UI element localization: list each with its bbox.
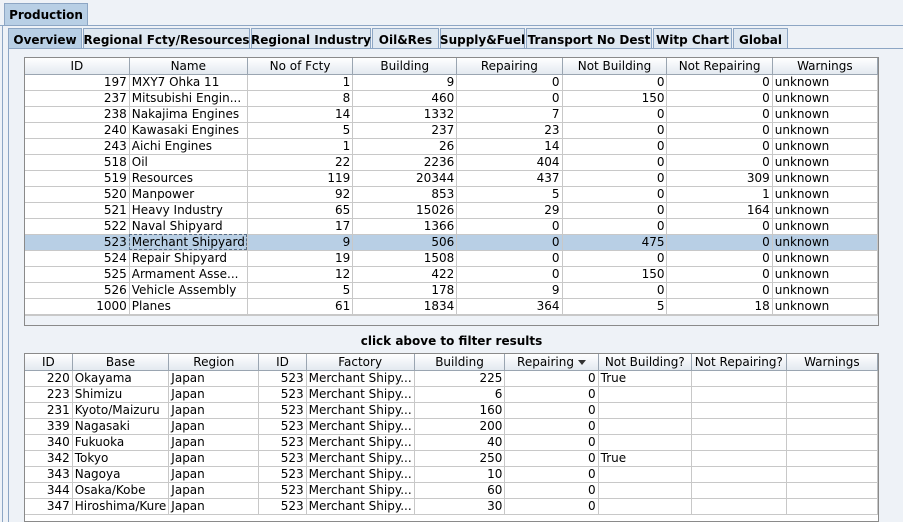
cell-name[interactable]: Merchant Shipyard [129, 234, 247, 250]
cell-no-of-fcty[interactable]: 22 [247, 154, 352, 170]
cell-not-repairing[interactable] [691, 498, 786, 514]
top-tab-bar [0, 0, 903, 26]
cell-region[interactable]: Japan [169, 466, 259, 482]
tab-transport-no-dest[interactable]: Transport No Dest [526, 28, 652, 50]
cell-not-building[interactable]: True [598, 370, 691, 386]
tab-oil-res[interactable]: Oil&Res [372, 28, 439, 50]
column-header-id[interactable] [259, 354, 306, 370]
cell-warnings[interactable] [786, 370, 877, 386]
cell-building[interactable]: 160 [414, 402, 505, 418]
cell-region[interactable]: Japan [169, 418, 259, 434]
table-row[interactable] [25, 482, 878, 498]
column-header-base[interactable] [72, 354, 169, 370]
cell-warnings[interactable]: unknown [772, 138, 877, 154]
cell-no-of-fcty[interactable]: 8 [247, 90, 352, 106]
table-row[interactable] [25, 186, 878, 202]
overview-table-scroll-area[interactable] [25, 315, 878, 325]
column-header-factory[interactable] [306, 354, 414, 370]
detail-table [24, 353, 879, 522]
cell-not-repairing[interactable] [691, 466, 786, 482]
cell-id[interactable]: 344 [25, 482, 72, 498]
cell-warnings[interactable]: unknown [772, 90, 877, 106]
cell-factory[interactable]: Merchant Shipy... [306, 386, 414, 402]
cell-building[interactable]: 237 [353, 122, 457, 138]
cell-building[interactable]: 506 [353, 234, 457, 250]
cell-building[interactable]: 20344 [353, 170, 457, 186]
column-header-label: Region [193, 354, 235, 369]
column-header-label: Not Building? [604, 354, 685, 369]
cell-repairing[interactable]: 404 [457, 154, 562, 170]
cell-id[interactable]: 523 [259, 370, 306, 386]
cell-not-building[interactable] [598, 466, 691, 482]
column-header-not-repairing[interactable]: Not Repairing [667, 58, 772, 74]
cell-not-building[interactable]: 0 [562, 202, 667, 218]
cell-no-of-fcty[interactable]: 119 [247, 170, 352, 186]
column-header-label: Warnings [804, 354, 860, 369]
cell-building[interactable]: 9 [353, 74, 457, 90]
cell-not-building[interactable]: 0 [562, 218, 667, 234]
cell-not-repairing[interactable]: 0 [667, 234, 772, 250]
column-header-building[interactable]: Building [353, 58, 457, 74]
cell-id[interactable]: 524 [25, 250, 129, 266]
cell-repairing[interactable]: 0 [457, 250, 562, 266]
cell-repairing[interactable]: 0 [505, 402, 598, 418]
cell-name[interactable]: Repair Shipyard [129, 250, 247, 266]
cell-factory[interactable]: Merchant Shipy... [306, 466, 414, 482]
table-row[interactable] [25, 106, 878, 122]
cell-building[interactable]: 225 [414, 370, 505, 386]
table-row[interactable] [25, 250, 878, 266]
column-header-name[interactable]: Name [129, 58, 247, 74]
table-row[interactable] [25, 498, 878, 514]
cell-building[interactable]: 10 [414, 466, 505, 482]
column-header-label: ID [41, 354, 55, 369]
cell-not-building[interactable] [598, 418, 691, 434]
column-header-building[interactable] [414, 354, 505, 370]
cell-not-building[interactable]: 0 [562, 74, 667, 90]
cell-id[interactable]: 1000 [25, 298, 129, 314]
cell-not-repairing[interactable]: 0 [667, 282, 772, 298]
cell-building[interactable]: 40 [414, 434, 505, 450]
column-header-label: Not Repairing? [694, 354, 783, 369]
table-row[interactable] [25, 450, 878, 466]
cell-not-building[interactable] [598, 386, 691, 402]
cell-name[interactable]: Heavy Industry [129, 202, 247, 218]
column-header-warnings[interactable]: Warnings [772, 58, 877, 74]
cell-warnings[interactable] [786, 386, 877, 402]
table-row[interactable] [25, 154, 878, 170]
cell-base[interactable]: Shimizu [72, 386, 169, 402]
cell-warnings[interactable]: unknown [772, 186, 877, 202]
cell-not-building[interactable]: 0 [562, 154, 667, 170]
cell-not-repairing[interactable] [691, 386, 786, 402]
cell-id[interactable]: 523 [259, 450, 306, 466]
table-row[interactable] [25, 298, 878, 314]
cell-repairing[interactable]: 0 [505, 498, 598, 514]
cell-id[interactable]: 520 [25, 186, 129, 202]
table-row[interactable] [25, 418, 878, 434]
cell-not-repairing[interactable]: 0 [667, 218, 772, 234]
cell-building[interactable]: 60 [414, 482, 505, 498]
cell-id[interactable]: 347 [25, 498, 72, 514]
cell-building[interactable]: 2236 [353, 154, 457, 170]
cell-not-building[interactable] [598, 402, 691, 418]
cell-not-repairing[interactable]: 18 [667, 298, 772, 314]
sort-descending-icon [578, 360, 586, 365]
cell-base[interactable]: Kyoto/Maizuru [72, 402, 169, 418]
table-row[interactable] [25, 218, 878, 234]
cell-id[interactable]: 522 [25, 218, 129, 234]
cell-warnings[interactable]: unknown [772, 170, 877, 186]
tab-regional-industry[interactable]: Regional Industry [251, 28, 371, 50]
cell-building[interactable]: 422 [353, 266, 457, 282]
cell-no-of-fcty[interactable]: 1 [247, 74, 352, 90]
cell-building[interactable]: 178 [353, 282, 457, 298]
cell-repairing[interactable]: 0 [505, 482, 598, 498]
column-header-label: Factory [338, 354, 383, 369]
cell-repairing[interactable]: 0 [505, 450, 598, 466]
cell-factory[interactable]: Merchant Shipy... [306, 418, 414, 434]
cell-warnings[interactable]: unknown [772, 298, 877, 314]
cell-not-building[interactable]: 0 [562, 250, 667, 266]
cell-warnings[interactable]: unknown [772, 266, 877, 282]
column-header-id[interactable]: ID [25, 58, 129, 74]
cell-repairing[interactable]: 14 [457, 138, 562, 154]
tab-witp-chart[interactable]: Witp Chart [653, 28, 732, 50]
cell-no-of-fcty[interactable]: 65 [247, 202, 352, 218]
cell-not-repairing[interactable]: 0 [667, 250, 772, 266]
cell-building[interactable]: 1366 [353, 218, 457, 234]
table-row[interactable] [25, 282, 878, 298]
cell-id[interactable]: 523 [25, 234, 129, 250]
cell-id[interactable]: 518 [25, 154, 129, 170]
cell-not-repairing[interactable]: 0 [667, 122, 772, 138]
cell-not-building[interactable]: 0 [562, 122, 667, 138]
cell-id[interactable]: 525 [25, 266, 129, 282]
cell-not-repairing[interactable]: 0 [667, 74, 772, 90]
table-row[interactable] [25, 122, 878, 138]
tab-regional-fcty-resources[interactable]: Regional Fcty/Resources [83, 28, 250, 50]
overview-table [24, 57, 879, 326]
cell-not-building[interactable]: 150 [562, 266, 667, 282]
cell-warnings[interactable] [786, 466, 877, 482]
tab-overview[interactable]: Overview [8, 28, 82, 51]
cell-repairing[interactable]: 23 [457, 122, 562, 138]
cell-building[interactable]: 853 [353, 186, 457, 202]
cell-id[interactable]: 523 [259, 434, 306, 450]
cell-id[interactable]: 523 [259, 482, 306, 498]
cell-factory[interactable]: Merchant Shipy... [306, 450, 414, 466]
cell-name[interactable]: Vehicle Assembly [129, 282, 247, 298]
cell-building[interactable]: 1332 [353, 106, 457, 122]
cell-factory[interactable]: Merchant Shipy... [306, 370, 414, 386]
cell-region[interactable]: Japan [169, 498, 259, 514]
cell-warnings[interactable] [786, 498, 877, 514]
cell-warnings[interactable]: unknown [772, 154, 877, 170]
cell-id[interactable]: 240 [25, 122, 129, 138]
cell-not-repairing[interactable] [691, 482, 786, 498]
overview-grid [25, 58, 878, 315]
column-header-label: ID [276, 354, 289, 369]
cell-not-repairing[interactable]: 0 [667, 138, 772, 154]
cell-factory[interactable]: Merchant Shipy... [306, 402, 414, 418]
cell-not-building[interactable]: True [598, 450, 691, 466]
cell-not-building[interactable]: 475 [562, 234, 667, 250]
table-row[interactable] [25, 138, 878, 154]
cell-not-building[interactable] [598, 482, 691, 498]
cell-not-repairing[interactable]: 0 [667, 90, 772, 106]
tab-supply-fuel[interactable]: Supply&Fuel [440, 28, 525, 50]
cell-base[interactable]: Fukuoka [72, 434, 169, 450]
column-header-repairing[interactable]: Repairing [457, 58, 562, 74]
cell-region[interactable]: Japan [169, 402, 259, 418]
cell-id[interactable]: 339 [25, 418, 72, 434]
cell-no-of-fcty[interactable]: 17 [247, 218, 352, 234]
cell-id[interactable]: 238 [25, 106, 129, 122]
cell-repairing[interactable]: 0 [505, 386, 598, 402]
cell-repairing[interactable]: 0 [505, 466, 598, 482]
cell-id[interactable]: 231 [25, 402, 72, 418]
cell-building[interactable]: 250 [414, 450, 505, 466]
cell-no-of-fcty[interactable]: 1 [247, 138, 352, 154]
cell-no-of-fcty[interactable]: 14 [247, 106, 352, 122]
cell-base[interactable]: Nagoya [72, 466, 169, 482]
column-header-no-of-fcty[interactable]: No of Fcty [247, 58, 352, 74]
cell-id[interactable]: 523 [259, 498, 306, 514]
cell-region[interactable]: Japan [169, 450, 259, 466]
cell-warnings[interactable]: unknown [772, 250, 877, 266]
cell-repairing[interactable]: 0 [457, 234, 562, 250]
cell-id[interactable]: 519 [25, 170, 129, 186]
cell-building[interactable]: 1508 [353, 250, 457, 266]
cell-warnings[interactable] [786, 450, 877, 466]
cell-warnings[interactable]: unknown [772, 202, 877, 218]
cell-not-repairing[interactable]: 309 [667, 170, 772, 186]
cell-id[interactable]: 523 [259, 466, 306, 482]
cell-no-of-fcty[interactable]: 19 [247, 250, 352, 266]
column-header-not-repairing[interactable] [691, 354, 786, 370]
cell-warnings[interactable] [786, 434, 877, 450]
table-row[interactable] [25, 170, 878, 186]
cell-region[interactable]: Japan [169, 386, 259, 402]
cell-building[interactable]: 6 [414, 386, 505, 402]
table-row[interactable] [25, 202, 878, 218]
cell-no-of-fcty[interactable]: 61 [247, 298, 352, 314]
cell-region[interactable]: Japan [169, 370, 259, 386]
cell-not-repairing[interactable] [691, 418, 786, 434]
table-row[interactable] [25, 90, 878, 106]
cell-warnings[interactable]: unknown [772, 122, 877, 138]
cell-repairing[interactable]: 0 [505, 434, 598, 450]
table-row[interactable] [25, 386, 878, 402]
cell-base[interactable]: Osaka/Kobe [72, 482, 169, 498]
cell-region[interactable]: Japan [169, 434, 259, 450]
cell-not-building[interactable]: 150 [562, 90, 667, 106]
column-header-label: Repairing [517, 354, 574, 369]
cell-name[interactable]: Resources [129, 170, 247, 186]
cell-not-repairing[interactable]: 1 [667, 186, 772, 202]
cell-building[interactable]: 15026 [353, 202, 457, 218]
cell-warnings[interactable]: unknown [772, 74, 877, 90]
cell-name[interactable]: Planes [129, 298, 247, 314]
cell-repairing[interactable]: 7 [457, 106, 562, 122]
cell-not-repairing[interactable] [691, 434, 786, 450]
cell-id[interactable]: 237 [25, 90, 129, 106]
cell-warnings[interactable] [786, 402, 877, 418]
table-row[interactable] [25, 402, 878, 418]
cell-name[interactable]: Nakajima Engines [129, 106, 247, 122]
column-header-not-building[interactable] [598, 354, 691, 370]
cell-factory[interactable]: Merchant Shipy... [306, 434, 414, 450]
cell-name[interactable]: MXY7 Ohka 11 [129, 74, 247, 90]
cell-warnings[interactable] [786, 418, 877, 434]
cell-repairing[interactable]: 364 [457, 298, 562, 314]
cell-warnings[interactable] [786, 482, 877, 498]
cell-base[interactable]: Hiroshima/Kure [72, 498, 169, 514]
column-header-label: Building [435, 354, 484, 369]
cell-repairing[interactable]: 0 [457, 218, 562, 234]
cell-not-repairing[interactable] [691, 370, 786, 386]
cell-name[interactable]: Mitsubishi Engin... [129, 90, 247, 106]
cell-id[interactable]: 342 [25, 450, 72, 466]
cell-not-building[interactable]: 0 [562, 282, 667, 298]
cell-name[interactable]: Oil [129, 154, 247, 170]
column-header-id[interactable] [25, 354, 72, 370]
cell-id[interactable]: 243 [25, 138, 129, 154]
table-row[interactable] [25, 434, 878, 450]
cell-id[interactable]: 343 [25, 466, 72, 482]
cell-not-building[interactable]: 0 [562, 170, 667, 186]
cell-id[interactable]: 526 [25, 282, 129, 298]
column-header-not-building[interactable]: Not Building [562, 58, 667, 74]
cell-building[interactable]: 26 [353, 138, 457, 154]
cell-not-repairing[interactable]: 0 [667, 266, 772, 282]
tab-global[interactable]: Global [733, 28, 788, 50]
cell-no-of-fcty[interactable]: 5 [247, 122, 352, 138]
cell-no-of-fcty[interactable]: 12 [247, 266, 352, 282]
cell-id[interactable]: 220 [25, 370, 72, 386]
cell-no-of-fcty[interactable]: 9 [247, 234, 352, 250]
cell-id[interactable]: 523 [259, 418, 306, 434]
cell-id[interactable]: 223 [25, 386, 72, 402]
cell-repairing[interactable]: 0 [457, 266, 562, 282]
cell-no-of-fcty[interactable]: 92 [247, 186, 352, 202]
tab-production[interactable]: Production [4, 3, 88, 26]
table-row[interactable] [25, 266, 878, 282]
column-header-label: Base [105, 354, 136, 369]
detail-grid [25, 354, 878, 515]
cell-not-repairing[interactable]: 164 [667, 202, 772, 218]
cell-repairing[interactable]: 0 [457, 74, 562, 90]
cell-not-repairing[interactable]: 0 [667, 106, 772, 122]
cell-building[interactable]: 200 [414, 418, 505, 434]
cell-repairing[interactable]: 29 [457, 202, 562, 218]
table-row[interactable] [25, 234, 878, 250]
table-row[interactable] [25, 74, 878, 90]
cell-factory[interactable]: Merchant Shipy... [306, 482, 414, 498]
filter-hint: click above to filter results [360, 334, 543, 348]
cell-repairing[interactable]: 0 [457, 90, 562, 106]
cell-building[interactable]: 1834 [353, 298, 457, 314]
cell-name[interactable]: Naval Shipyard [129, 218, 247, 234]
cell-name[interactable]: Armament Asse... [129, 266, 247, 282]
cell-not-building[interactable]: 0 [562, 106, 667, 122]
cell-not-building[interactable] [598, 434, 691, 450]
column-header-repairing[interactable] [505, 354, 598, 370]
cell-base[interactable]: Tokyo [72, 450, 169, 466]
cell-building[interactable]: 460 [353, 90, 457, 106]
cell-id[interactable]: 340 [25, 434, 72, 450]
cell-name[interactable]: Aichi Engines [129, 138, 247, 154]
cell-base[interactable]: Nagasaki [72, 418, 169, 434]
cell-not-building[interactable]: 0 [562, 138, 667, 154]
cell-id[interactable]: 521 [25, 202, 129, 218]
cell-factory[interactable]: Merchant Shipy... [306, 498, 414, 514]
cell-id[interactable]: 523 [259, 386, 306, 402]
cell-not-repairing[interactable] [691, 450, 786, 466]
cell-not-repairing[interactable] [691, 402, 786, 418]
cell-base[interactable]: Okayama [72, 370, 169, 386]
cell-building[interactable]: 30 [414, 498, 505, 514]
cell-no-of-fcty[interactable]: 5 [247, 282, 352, 298]
table-row[interactable] [25, 466, 878, 482]
cell-repairing[interactable]: 0 [505, 418, 598, 434]
column-header-warnings[interactable] [786, 354, 877, 370]
cell-not-building[interactable]: 0 [562, 186, 667, 202]
cell-not-repairing[interactable]: 0 [667, 154, 772, 170]
cell-name[interactable]: Kawasaki Engines [129, 122, 247, 138]
cell-id[interactable]: 523 [259, 402, 306, 418]
cell-warnings[interactable]: unknown [772, 106, 877, 122]
cell-warnings[interactable]: unknown [772, 234, 877, 250]
cell-not-building[interactable]: 5 [562, 298, 667, 314]
cell-region[interactable]: Japan [169, 482, 259, 498]
cell-repairing[interactable]: 437 [457, 170, 562, 186]
cell-name[interactable]: Manpower [129, 186, 247, 202]
column-header-region[interactable] [169, 354, 259, 370]
cell-repairing[interactable]: 9 [457, 282, 562, 298]
cell-repairing[interactable]: 5 [457, 186, 562, 202]
cell-id[interactable]: 197 [25, 74, 129, 90]
cell-warnings[interactable]: unknown [772, 218, 877, 234]
cell-repairing[interactable]: 0 [505, 370, 598, 386]
cell-warnings[interactable]: unknown [772, 282, 877, 298]
cell-not-building[interactable] [598, 498, 691, 514]
table-row[interactable] [25, 370, 878, 386]
